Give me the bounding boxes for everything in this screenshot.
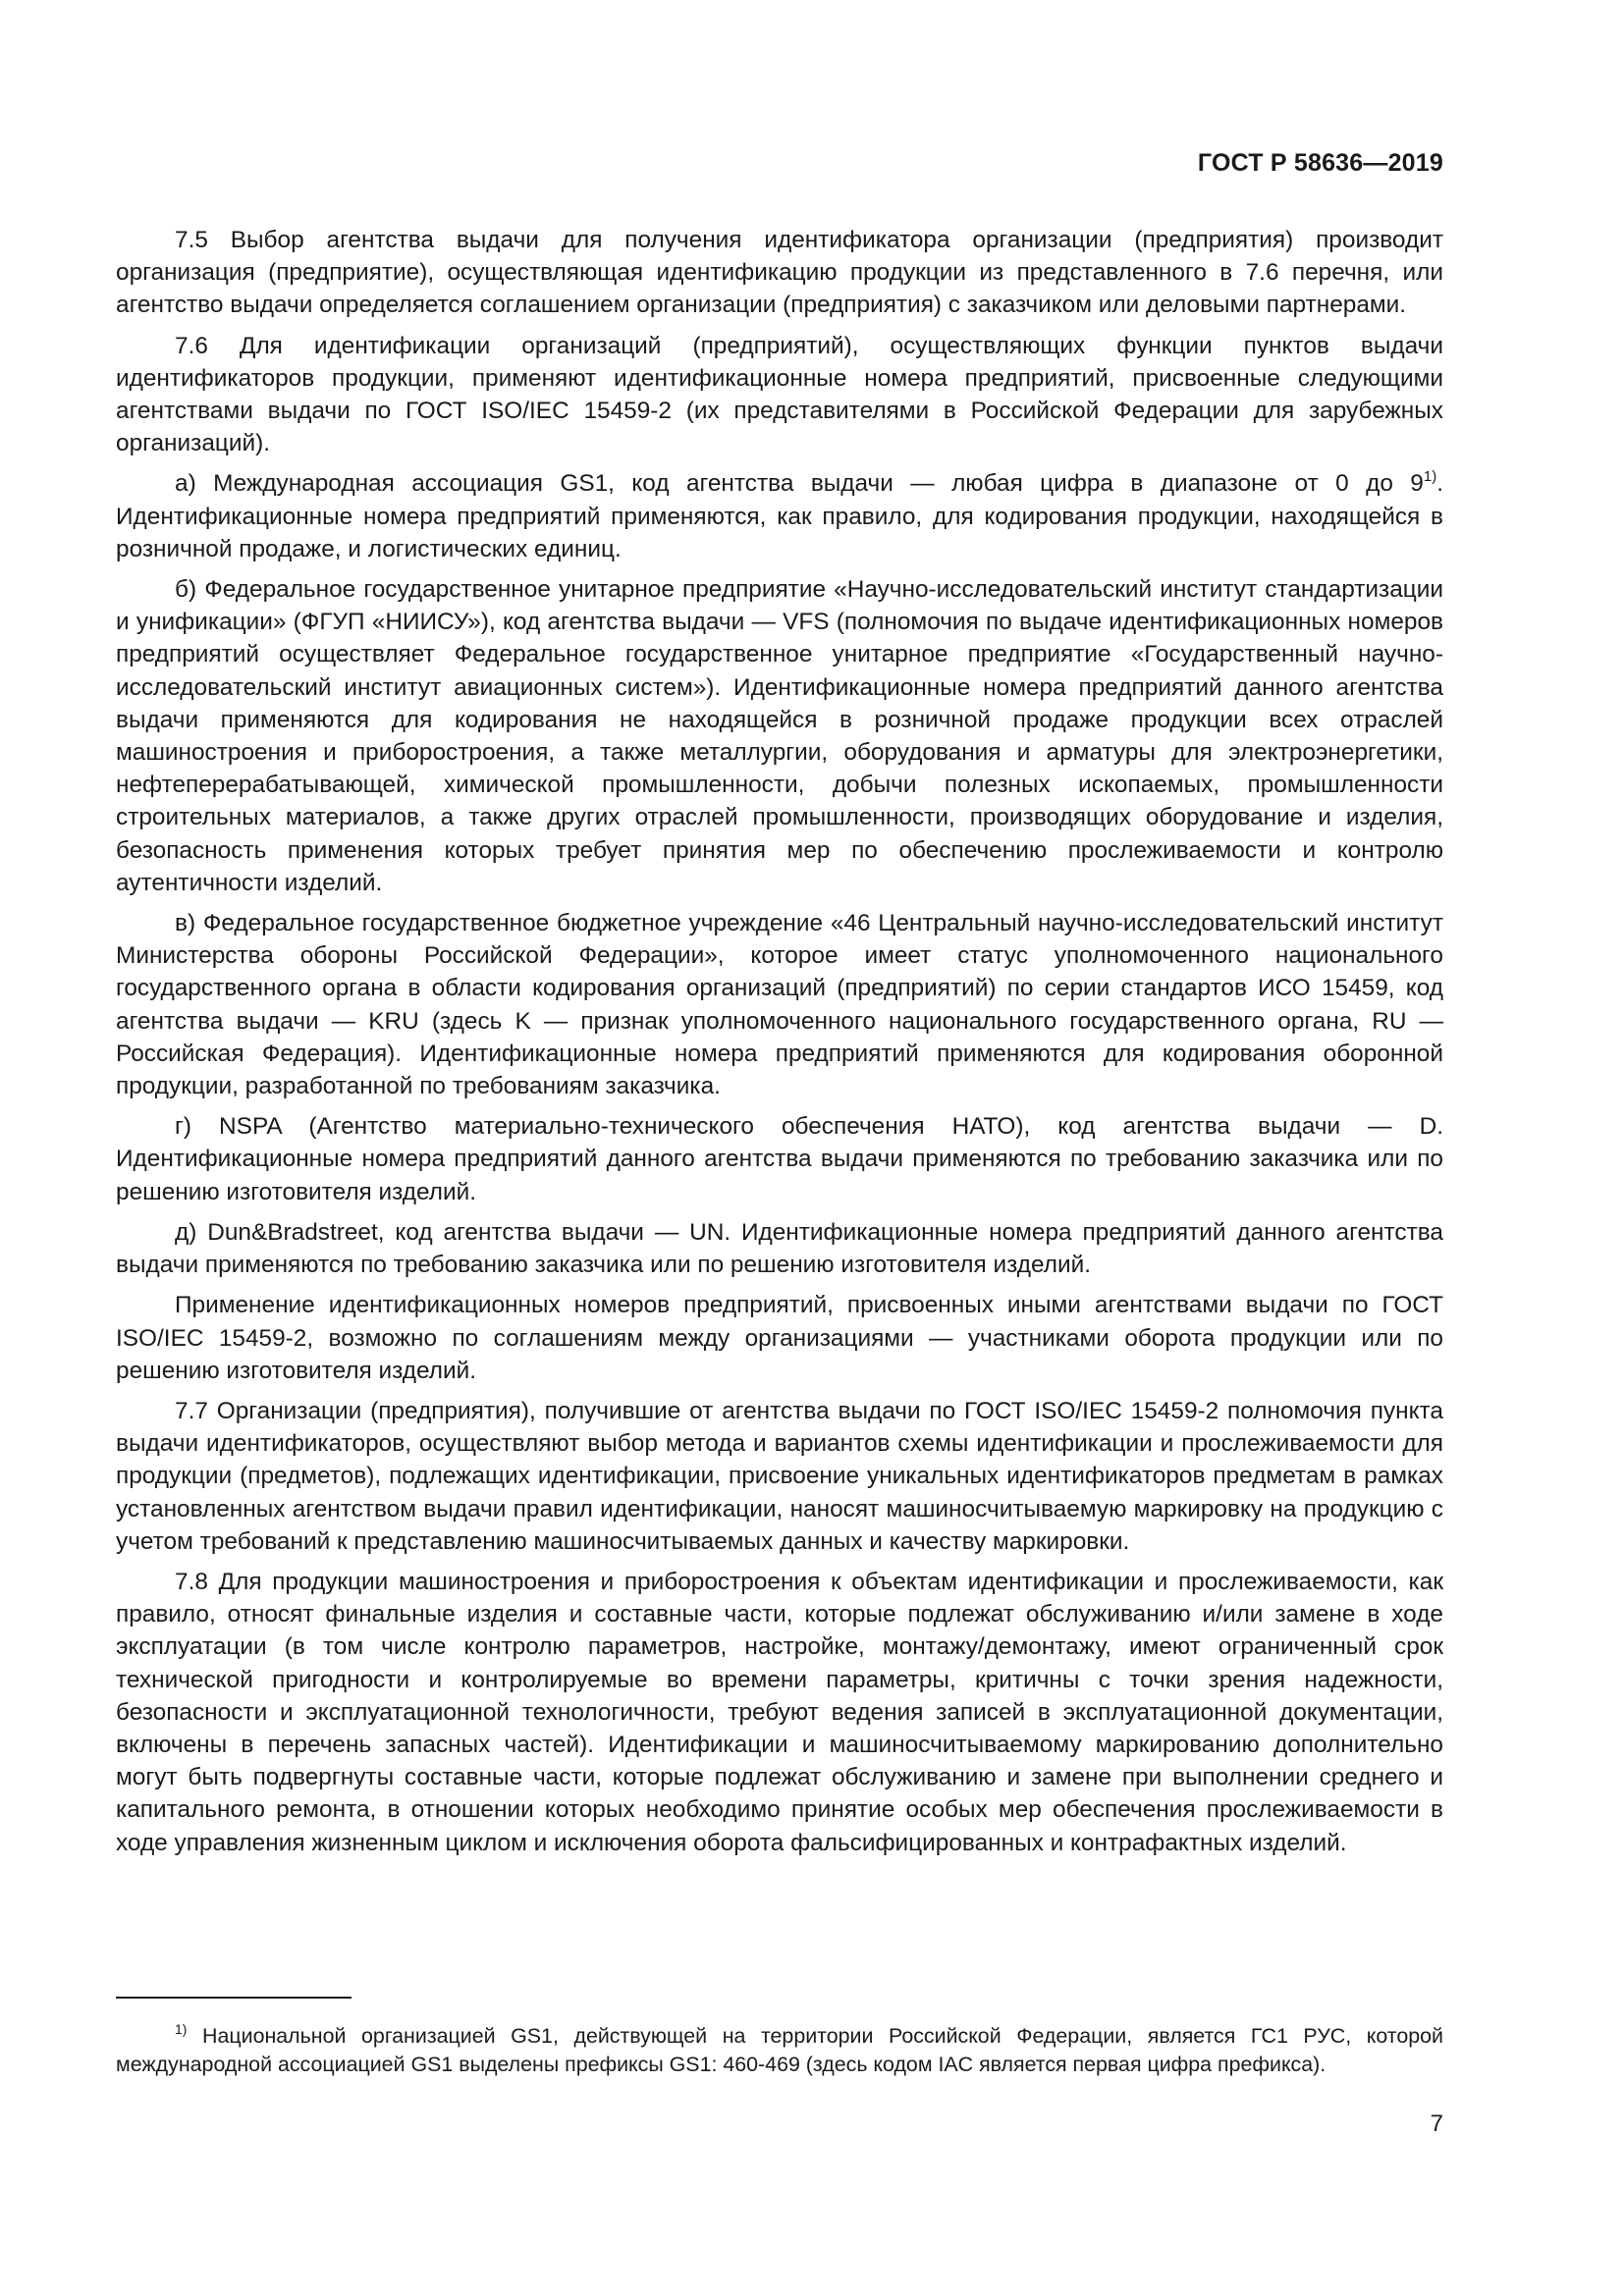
paragraph-7-6: 7.6 Для идентификации организаций (предприятий), осуществляющих функции пунктов выдачи идентификаторов продукции, применяют идентификационные номера предприятий, присвоенные следующими агентствами выдачи по ГОСТ ISO/IEC 15459-2 (их представителями в Российской Федерации для зарубежных организаций). bbox=[116, 332, 1443, 457]
footnote-reference: 1) bbox=[1423, 468, 1437, 486]
footnote-text: Национальной организацией GS1, действующей на территории Российской Федерации, является ГС1 РУС, которой международной ассоциацией GS1 выделены префиксы GS1: 460-469 (здесь кодом IAC является первая цифра префикса). bbox=[116, 2024, 1443, 2076]
item-a-continuation: . Идентификационные номера предприятий применяются, как правило, для кодирования продукции, находящейся в розничной продаже, и логистических единиц. bbox=[116, 470, 1443, 562]
paragraph-7-7: 7.7 Организации (предприятия), получившие от агентства выдачи по ГОСТ ISO/IEC 15459-2 полномочия пункта выдачи идентификаторов, осуществляют выбор метода и вариантов схемы идентификации и прослеживаемости для продукции (предметов), подлежащих идентификации, присвоение уникальных идентификаторов предметам в рамках установленных агентством выдачи правил идентификации, наносят машиносчитываемую маркировку на продукцию с учетом требований к представлению машиносчитываемых данных и качеству маркировки. bbox=[116, 1397, 1443, 1555]
paragraph-7-5: 7.5 Выбор агентства выдачи для получения идентификатора организации (предприятия) производит организация (предприятие), осуществляющая идентификацию продукции из представленного в 7.6 перечня, или агентство выдачи определяется соглашением организации (предприятия) с заказчиком или деловыми партнерами. bbox=[116, 227, 1443, 319]
footnote-marker: 1) bbox=[175, 2021, 188, 2037]
footnote-divider bbox=[116, 1997, 352, 1999]
item-a-text: а) Международная ассоциация GS1, код агентства выдачи — любая цифра в диапазоне от 0 до 9 bbox=[175, 470, 1424, 498]
paragraph-item-g: г) NSPA (Агентство материально-технического обеспечения НАТО), код агентства выдачи — D. Идентификационные номера предприятий данного агентства выдачи применяются по требованию заказчика или по решению изготовителя изделий. bbox=[116, 1113, 1443, 1205]
paragraph-item-a bbox=[116, 467, 1443, 565]
document-code-header: ГОСТ Р 58636—2019 bbox=[1197, 149, 1443, 177]
paragraph-item-v: в) Федеральное государственное бюджетное учреждение «46 Центральный научно-исследовательский институт Министерства обороны Российской Федерации», которое имеет статус уполномоченного национального государственного органа в области кодирования организаций (предприятий) по серии стандартов ИСО 15459, код агентства выдачи — KRU (здесь K — признак уполномоченного национального государственного органа, RU — Российская Федерация). Идентификационные номера предприятий применяются для кодирования оборонной продукции, разработанной по требованиям заказчика. bbox=[116, 910, 1443, 1100]
paragraph-item-b: б) Федеральное государственное унитарное предприятие «Научно-исследовательский институт стандартизации и унификации» (ФГУП «НИИСУ»), код агентства выдачи — VFS (полномочия по выдаче идентификационных номеров предприятий осуществляет Федеральное государственное унитарное предприятие «Государственный научно-исследовательский институт авиационных систем»). Идентификационные номера предприятий данного агентства выдачи применяются для кодирования не находящейся в розничной продаже продукции всех отраслей машиностроения и приборостроения, а также металлургии, оборудования и арматуры для электроэнергетики, нефтеперерабатывающей, химической промышленности, добычи полезных ископаемых, промышленности строительных материалов, а также других отраслей промышленности, производящих оборудование и изделия, безопасность применения которых требует принятия мер по обеспечению прослеживаемости и контролю аутентичности изделий. bbox=[116, 576, 1443, 896]
paragraph-other-agencies: Применение идентификационных номеров предприятий, присвоенных иными агентствами выдачи по ГОСТ ISO/IEC 15459-2, возможно по соглашениям между организациями — участниками оборота продукции или по решению изготовителя изделий. bbox=[116, 1292, 1443, 1384]
page-number: 7 bbox=[1430, 2110, 1443, 2137]
body-text bbox=[116, 224, 1443, 1867]
footnote bbox=[116, 2022, 1443, 2079]
paragraph-item-d: д) Dun&Bradstreet, код агентства выдачи — UN. Идентификационные номера предприятий данного агентства выдачи применяются по требованию заказчика или по решению изготовителя изделий. bbox=[116, 1218, 1443, 1279]
paragraph-7-8: 7.8 Для продукции машиностроения и приборостроения к объектам идентификации и прослеживаемости, как правило, относят финальные изделия и составные части, которые подлежат обслуживанию и/или замене в ходе эксплуатации (в том числе контролю параметров, настройке, монтажу/демонтажу, имеют ограниченный срок технической пригодности и контролируемые во времени параметры, критичны с точки зрения надежности, безопасности и эксплуатационной технологичности, требуют ведения записей в эксплуатационной документации, включены в перечень запасных частей). Идентификации и машиносчитываемому маркированию дополнительно могут быть подвергнуты составные части, которые подлежат обслуживанию и замене при выполнении среднего и капитального ремонта, в отношении которых необходимо принятие особых мер обеспечения прослеживаемости в ходе управления жизненным циклом и исключения оборота фальсифицированных и контрафактных изделий. bbox=[116, 1568, 1443, 1856]
